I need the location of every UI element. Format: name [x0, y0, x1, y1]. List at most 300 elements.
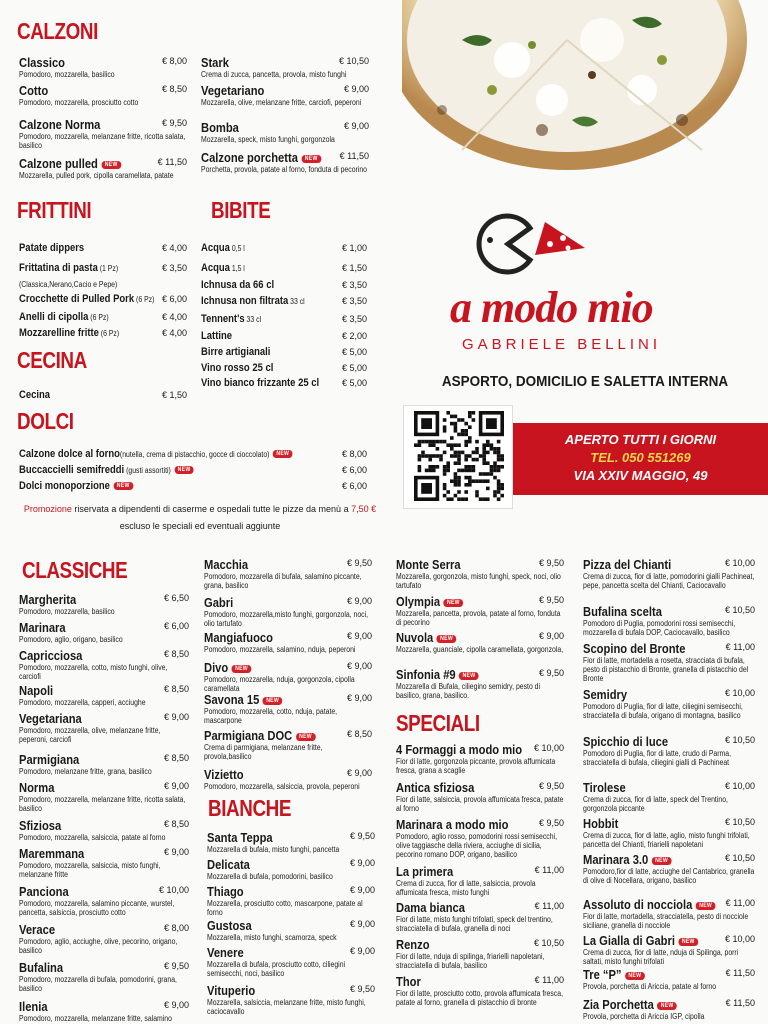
- new-badge: NEW: [296, 733, 316, 741]
- menu-item: [396, 557, 564, 590]
- menu-item: [19, 156, 187, 180]
- item-desc: Pomodoro, mozzarella, salsiccia, provola, peperoni: [204, 782, 360, 791]
- new-badge: NEW: [174, 466, 194, 474]
- menu-line: [201, 313, 367, 325]
- menu-line: [19, 311, 187, 323]
- item-price: € 9,50: [538, 668, 564, 678]
- menu-item: [19, 620, 189, 644]
- line-name: Lattine: [201, 330, 233, 342]
- item-name: Marinara 3.0 NEW: [583, 852, 671, 867]
- menu-item: [19, 780, 189, 813]
- item-price: € 9,00: [343, 84, 369, 94]
- menu-item: [204, 767, 372, 791]
- menu-item: [396, 974, 564, 1007]
- item-price: € 11,00: [725, 642, 755, 652]
- item-price: € 9,50: [346, 558, 372, 568]
- menu-item: [19, 999, 189, 1023]
- new-badge: NEW: [437, 635, 457, 643]
- line-price: € 8,00: [341, 449, 367, 459]
- promo-label: Promozione: [23, 504, 72, 514]
- new-badge: NEW: [678, 938, 698, 946]
- menu-item: [201, 150, 369, 174]
- new-badge: NEW: [273, 450, 293, 458]
- menu-item: [19, 922, 189, 955]
- item-name: Spicchio di luce: [583, 734, 669, 749]
- line-sub: 1,5 l: [229, 264, 245, 273]
- item-name: Bufalina scelta: [583, 604, 662, 619]
- item-desc: Mozzarella, guanciale, cipolla caramellata, gorgonzola,: [396, 645, 564, 654]
- item-name: Thiago: [207, 884, 244, 899]
- item-name: Panciona: [19, 884, 69, 899]
- item-price: € 9,50: [538, 781, 564, 791]
- line-price: € 3,50: [341, 296, 367, 306]
- menu-item: [396, 594, 564, 627]
- frittini-title: FRITTINI: [17, 197, 92, 223]
- line-price: € 4,00: [161, 328, 187, 338]
- item-desc: Pomodoro, aglio, acciughe, olive, pecorino, origano, basilico: [19, 937, 178, 955]
- item-price: € 9,00: [163, 847, 189, 857]
- line-name: Dolci monoporzione NEW: [19, 480, 133, 492]
- line-sub: 0,5 l: [229, 244, 245, 253]
- item-name: Capricciosa: [19, 648, 83, 663]
- line-name: Acqua 0,5 l: [201, 242, 245, 254]
- menu-item: [396, 630, 564, 654]
- phone[interactable]: TEL. 050 551269: [590, 450, 691, 465]
- menu-item: [204, 595, 372, 628]
- item-name: Ilenia: [19, 999, 48, 1014]
- item-name: Scopino del Bronte: [583, 641, 686, 656]
- item-name: Marinara: [19, 620, 66, 635]
- tagline: ASPORTO, DOMICILIO E SALETTA INTERNA: [441, 373, 729, 390]
- item-desc: Pomodoro, mozzarella di bufala, salamino piccante, grana, basilico: [204, 572, 362, 590]
- item-price: € 8,50: [163, 819, 189, 829]
- item-price: € 8,50: [163, 649, 189, 659]
- menu-line: [201, 242, 367, 254]
- speciali-title: SPECIALI: [396, 710, 480, 736]
- menu-item: [19, 592, 189, 616]
- item-desc: Pomodoro, mozzarella, prosciutto cotto: [19, 98, 139, 107]
- new-badge: NEW: [301, 155, 321, 163]
- item-desc: Mozzarella, speck, misto funghi, gorgonzola: [201, 135, 335, 144]
- classiche-title: CLASSICHE: [22, 557, 128, 583]
- item-name: Nuvola NEW: [396, 630, 456, 645]
- menu-line: [201, 279, 367, 291]
- item-desc: Crema di zucca, fior di latte, aglio, misto funghi trifolati, pancetta del Chianti, friarielli napoletani: [583, 831, 750, 849]
- item-price: € 10,00: [724, 558, 755, 568]
- item-name: La Gialla di Gabri NEW: [583, 933, 698, 948]
- item-name: Bufalina: [19, 960, 64, 975]
- item-desc: Provola, porchetta di Ariccia IGP, cipolla: [583, 1012, 705, 1021]
- line-price: € 3,50: [161, 263, 187, 273]
- item-price: € 9,50: [349, 831, 375, 841]
- line-price: € 1,00: [341, 243, 367, 253]
- item-price: € 11,00: [534, 865, 564, 875]
- item-price: € 10,50: [724, 735, 755, 745]
- item-name: Vegetariano: [201, 83, 265, 98]
- item-price: € 9,00: [349, 885, 375, 895]
- line-name: Buccaccielli semifreddi (gusti assortiti) NEW: [19, 464, 194, 476]
- line-price: € 6,00: [341, 481, 367, 491]
- info-box: [513, 423, 768, 495]
- item-price: € 11,50: [725, 968, 755, 978]
- item-desc: Pomodoro, mozzarella, melanzane fritte, salamino: [19, 1014, 172, 1023]
- item-name: Gustosa: [207, 918, 252, 933]
- line-name: (Classica,Nerano,Cacio e Pepe): [19, 280, 118, 289]
- item-desc: Pomodoro, mozzarella, salamino piccante, wurstel, pancetta, salsiccia, prosciutto cotto: [19, 899, 175, 917]
- item-name: Sinfonia #9 NEW: [396, 667, 479, 682]
- item-price: € 8,50: [161, 84, 187, 94]
- item-price: € 9,00: [346, 768, 372, 778]
- line-name: Frittatina di pasta (1 Pz): [19, 262, 119, 274]
- menu-line: [19, 464, 367, 476]
- item-desc: Pomodoro, aglio, origano, basilico: [19, 635, 123, 644]
- menu-line: [19, 448, 367, 460]
- menu-line: [19, 242, 187, 254]
- menu-item: [201, 83, 369, 107]
- menu-item: [19, 752, 189, 776]
- line-name: Ichnusa da 66 cl: [201, 279, 275, 291]
- new-badge: NEW: [652, 857, 672, 865]
- item-desc: Pomodoro, mozzarella, olive, melanzane fritte, peperoni, carciofi: [19, 726, 161, 744]
- item-desc: Pomodoro, mozzarella, cotto, nduja, patate, mascarpone: [204, 707, 338, 725]
- menu-line: [19, 389, 187, 401]
- menu-line: [201, 377, 367, 389]
- menu-item: [19, 960, 189, 993]
- line-sub: (6 Pz): [88, 313, 109, 322]
- item-price: € 9,50: [538, 818, 564, 828]
- item-name: Classico: [19, 55, 65, 70]
- item-price: € 10,50: [724, 605, 755, 615]
- item-name: Olympia NEW: [396, 594, 463, 609]
- item-name: La primera: [396, 864, 454, 879]
- item-price: € 9,00: [346, 596, 372, 606]
- item-desc: Mozzarella di Bufala, ciliegino semidry, pesto di basilico, grana, basilico.: [396, 682, 541, 700]
- menu-line: [201, 362, 367, 374]
- menu-item: [207, 830, 375, 854]
- item-desc: Crema di zucca, fior di latte, salsiccia, provola affumicata fresca, misto funghi: [396, 879, 536, 897]
- item-desc: Pomodoro, mozzarella, melanzane fritte, ricotta salata, basilico: [19, 132, 186, 150]
- new-badge: NEW: [101, 161, 121, 169]
- menu-item: [583, 897, 755, 930]
- brand-name: a modo mio: [450, 283, 653, 332]
- menu-item: [583, 997, 755, 1021]
- menu-line: [201, 262, 367, 274]
- line-name: Ichnusa non filtrata 33 cl: [201, 295, 305, 307]
- new-badge: NEW: [657, 1002, 677, 1010]
- item-price: € 6,00: [163, 621, 189, 631]
- item-name: Hobbit: [583, 816, 619, 831]
- item-name: Antica sfiziosa: [396, 780, 475, 795]
- calzoni-title: CALZONI: [17, 18, 98, 44]
- item-desc: Pomodoro, mozzarella, salsiccia, patate al forno: [19, 833, 166, 842]
- item-name: Calzone Norma: [19, 117, 101, 132]
- item-name: Vizietto: [204, 767, 244, 782]
- promo-note: [0, 501, 400, 535]
- new-badge: NEW: [444, 599, 464, 607]
- address: VIA XXIV MAGGIO, 49: [573, 468, 708, 483]
- line-name: Calzone dolce al forno(nutella, crema di pistacchio, gocce di cioccolato) NEW: [19, 448, 293, 460]
- menu-item: [19, 683, 189, 707]
- menu-item: [583, 687, 755, 720]
- item-price: € 6,50: [163, 593, 189, 603]
- item-price: € 8,50: [163, 684, 189, 694]
- menu-item: [204, 660, 372, 693]
- item-desc: Mozzarella di bufala, prosciutto cotto, ciliegini semisecchi, noci, basilico: [207, 960, 346, 978]
- item-desc: Fior di latte, mortadella, stracciatella, pesto di nocciole siciliane, granella di nocciole: [583, 912, 749, 930]
- item-name: Calzone porchetta NEW: [201, 150, 321, 165]
- menu-item: [583, 604, 755, 637]
- item-desc: Pomodoro, mozzarella di bufala, pomodorini, grana, basilico: [19, 975, 177, 993]
- item-name: Venere: [207, 945, 244, 960]
- new-badge: NEW: [696, 902, 716, 910]
- item-name: Monte Serra: [396, 557, 461, 572]
- line-sub: (6 Pz): [134, 295, 155, 304]
- menu-line: [19, 327, 187, 339]
- item-desc: Pomodoro, aglio rosso, pomodorini rossi semisecchi, olive taggiasche della riviera, acciughe di sicilia, pecorino romano DOP, origano, basilico: [396, 832, 557, 859]
- item-name: Stark: [201, 55, 229, 70]
- item-desc: Fior di latte, prosciutto cotto, provola affumicata fresca, patate al forno, granella di pistacchio di bronte: [396, 989, 563, 1007]
- item-name: Mangiafuoco: [204, 630, 273, 645]
- promo-text: riservata a dipendenti di caserme e ospedali tutte le pizze da menù a: [71, 504, 352, 514]
- line-price: € 6,00: [161, 294, 187, 304]
- item-price: € 10,50: [724, 817, 755, 827]
- item-name: Tre “P” NEW: [583, 967, 645, 982]
- promo-line2: escluso le speciali ed eventuali aggiunte: [119, 521, 281, 531]
- promo-price: 7,50 €: [351, 504, 377, 514]
- menu-item: [19, 83, 187, 107]
- line-sub: (gusti assortiti): [124, 466, 171, 475]
- item-price: € 9,00: [163, 1000, 189, 1010]
- item-desc: Pomodoro, mozzarella, salsiccia, misto funghi, melanzane fritte: [19, 861, 161, 879]
- line-price: € 3,50: [341, 314, 367, 324]
- item-desc: Fior di latte, gorgonzola piccante, provola affumicata fresca, grana a scaglie: [396, 757, 556, 775]
- item-name: Parmigiana DOC NEW: [204, 728, 315, 743]
- new-badge: NEW: [625, 972, 645, 980]
- item-desc: Pomodoro di Puglia, fior di latte, ciliegini semisecchi, stracciatella di bufala, origano di montagna, basilico: [583, 702, 743, 720]
- item-price: € 10,00: [533, 743, 564, 753]
- line-price: € 1,50: [341, 263, 367, 273]
- menu-item: [583, 641, 755, 683]
- menu-item: [19, 117, 187, 150]
- item-price: € 9,00: [349, 946, 375, 956]
- menu-item: [207, 918, 375, 942]
- item-desc: Mozzarella, pancetta, provola, patate al forno, fonduta di pecorino: [396, 609, 561, 627]
- item-price: € 11,50: [157, 157, 187, 167]
- menu-item: [201, 120, 369, 144]
- item-price: € 8,50: [346, 729, 372, 739]
- brand-logo: [420, 210, 750, 360]
- item-name: Santa Teppa: [207, 830, 273, 845]
- line-name: Vino rosso 25 cl: [201, 362, 274, 374]
- item-name: Napoli: [19, 683, 54, 698]
- item-desc: Mozzarella di bufala, pomodorini, basilico: [207, 872, 333, 881]
- new-badge: NEW: [113, 482, 133, 490]
- menu-item: [207, 945, 375, 978]
- item-name: Marinara a modo mio: [396, 817, 509, 832]
- item-desc: Pomodoro di Puglia, pomodorini rossi semisecchi, mozzarella di bufala DOP, Caciocavallo, basilico: [583, 619, 736, 637]
- item-desc: Mozzarella di bufala, misto funghi, pancetta: [207, 845, 340, 854]
- line-price: € 6,00: [341, 465, 367, 475]
- menu-item: [396, 667, 564, 700]
- item-desc: Pomodoro, mozzarella, melanzane fritte, ricotta salata, basilico: [19, 795, 186, 813]
- item-name: Cotto: [19, 83, 49, 98]
- menu-item: [207, 857, 375, 881]
- item-name: Tirolese: [583, 780, 626, 795]
- item-desc: Pomodoro, mozzarella, salamino, nduja, peperoni: [204, 645, 356, 654]
- item-name: Verace: [19, 922, 56, 937]
- item-desc: Fior di latte, misto funghi trifolati, speck del trentino, stracciatella di bufala, granella di noci: [396, 915, 553, 933]
- item-name: Zia Porchetta NEW: [583, 997, 677, 1012]
- qr-code[interactable]: [403, 405, 513, 509]
- menu-item: [396, 900, 564, 933]
- line-name: Patate dippers: [19, 242, 85, 254]
- item-desc: Pomodoro di Puglia, fior di latte, crudo di Parma, stracciatella di bufala, ciliegini gialli di Pachineat: [583, 749, 732, 767]
- item-desc: Mozzarella, pulled pork, cipolla caramellata, patate: [19, 171, 174, 180]
- item-price: € 9,50: [538, 595, 564, 605]
- menu-item: [19, 884, 189, 917]
- item-price: € 11,00: [725, 898, 755, 908]
- bianche-title: BIANCHE: [208, 795, 292, 821]
- menu-item: [583, 933, 755, 966]
- menu-item: [396, 742, 564, 775]
- item-price: € 9,50: [163, 961, 189, 971]
- item-desc: Mozzarella, misto funghi, scamorza, speck: [207, 933, 337, 942]
- open-hours: APERTO TUTTI I GIORNI: [564, 432, 717, 447]
- item-name: Divo NEW: [204, 660, 251, 675]
- item-desc: Pomodoro,fior di latte, acciughe del Cantabrico, granella di olive di Nocellara, origano, basilico: [583, 867, 755, 885]
- item-name: Vegetariana: [19, 711, 82, 726]
- item-name: Vituperio: [207, 983, 256, 998]
- menu-item: [583, 557, 755, 590]
- item-price: € 10,50: [338, 56, 369, 66]
- item-price: € 9,50: [538, 558, 564, 568]
- line-sub: (6 Pz): [98, 329, 120, 338]
- line-price: € 5,00: [341, 378, 367, 388]
- menu-item: [583, 816, 755, 849]
- menu-item: [396, 780, 564, 813]
- item-desc: Mozzarella, olive, melanzane fritte, carciofi, peperoni: [201, 98, 362, 107]
- line-sub: 33 cl: [288, 297, 305, 306]
- item-desc: Provola, porchetta di Ariccia, patate al forno: [583, 982, 717, 991]
- item-name: Parmigiana: [19, 752, 80, 767]
- item-name: 4 Formaggi a modo mio: [396, 742, 523, 757]
- item-price: € 8,00: [163, 923, 189, 933]
- line-name: Crocchette di Pulled Pork (6 Pz): [19, 293, 155, 305]
- item-price: € 10,50: [724, 853, 755, 863]
- item-price: € 11,50: [339, 151, 369, 161]
- item-price: € 9,50: [161, 118, 187, 128]
- item-name: Calzone pulled NEW: [19, 156, 121, 171]
- menu-item: [204, 692, 372, 725]
- menu-item: [207, 983, 375, 1016]
- new-badge: NEW: [263, 697, 283, 705]
- item-price: € 9,00: [346, 693, 372, 703]
- pizza-slice-icon: [535, 222, 585, 255]
- new-badge: NEW: [232, 665, 252, 673]
- menu-line: [201, 346, 367, 358]
- item-desc: Mozzarella, prosciutto cotto, mascarpone, patate al forno: [207, 899, 363, 917]
- menu-item: [19, 55, 187, 79]
- item-desc: Pomodoro, mozzarella, capperi, acciughe: [19, 698, 146, 707]
- dolci-title: DOLCI: [17, 408, 74, 434]
- line-name: Cecina: [19, 389, 51, 401]
- item-price: € 9,00: [163, 712, 189, 722]
- menu-item: [204, 630, 372, 654]
- pacman-icon: [479, 216, 530, 272]
- line-price: € 2,00: [341, 331, 367, 341]
- item-name: Dama bianca: [396, 900, 465, 915]
- menu-line: [201, 330, 367, 342]
- item-desc: Crema di zucca, fior di latte, speck del Trentino, gorgonzola piccante: [583, 795, 728, 813]
- item-price: € 11,00: [534, 975, 564, 985]
- line-sub: 33 cl: [244, 315, 262, 324]
- item-desc: Fior di latte, salsiccia, provola affumicata fresca, patate al forno: [396, 795, 564, 813]
- item-desc: Fior di latte, nduja di spilinga, friarielli napoletani, stracciatella di bufala, basilico: [396, 952, 545, 970]
- item-price: € 9,00: [346, 631, 372, 641]
- line-price: € 4,00: [161, 243, 187, 253]
- item-desc: Pomodoro, mozzarella, basilico: [19, 70, 115, 79]
- brand-owner: GABRIELE BELLINI: [462, 336, 662, 353]
- item-price: € 8,50: [163, 753, 189, 763]
- line-name: Birre artigianali: [201, 346, 271, 358]
- item-price: € 10,00: [724, 781, 755, 791]
- line-name: Tennent's 33 cl: [201, 313, 262, 325]
- item-price: € 11,50: [725, 998, 755, 1008]
- item-name: Maremmana: [19, 846, 85, 861]
- item-desc: Crema di zucca, fior di latte, pomodorini gialli Pachineat, pepe, pancetta scelta del Chianti, Caciocavallo: [583, 572, 755, 590]
- line-price: € 4,00: [161, 312, 187, 322]
- item-desc: Pomodoro, mozzarella, nduja, gorgonzola, cipolla caramellata: [204, 675, 355, 693]
- item-desc: Pomodoro, mozzarella,misto funghi, gorgonzola, noci, olio tartufato: [204, 610, 369, 628]
- line-name: Anelli di cipolla (6 Pz): [19, 311, 109, 323]
- item-price: € 8,00: [161, 56, 187, 66]
- item-desc: Mozzarella, salsiccia, melanzane fritte, misto funghi, caciocavallo: [207, 998, 366, 1016]
- item-price: € 9,00: [163, 781, 189, 791]
- pizza-photo: [402, 0, 768, 170]
- menu-item: [19, 711, 189, 744]
- menu-item: [583, 734, 755, 767]
- item-price: € 11,00: [534, 901, 564, 911]
- menu-item: [583, 780, 755, 813]
- item-name: Gabri: [204, 595, 234, 610]
- item-name: Semidry: [583, 687, 628, 702]
- item-name: Renzo: [396, 937, 430, 952]
- item-desc: Crema di zucca, pancetta, provola, misto funghi: [201, 70, 347, 79]
- item-name: Sfiziosa: [19, 818, 62, 833]
- item-price: € 9,00: [349, 858, 375, 868]
- line-price: € 3,50: [341, 280, 367, 290]
- menu-item: [396, 817, 564, 859]
- menu-item: [19, 648, 189, 681]
- item-name: Savona 15 NEW: [204, 692, 282, 707]
- line-name: Mozzarelline fritte (6 Pz): [19, 327, 120, 339]
- menu-item: [204, 728, 372, 761]
- menu-line: [19, 278, 187, 290]
- menu-item: [583, 852, 755, 885]
- item-price: € 10,00: [158, 885, 189, 895]
- item-name: Assoluto di nocciola NEW: [583, 897, 715, 912]
- line-name: Vino bianco frizzante 25 cl: [201, 377, 320, 389]
- menu-item: [396, 937, 564, 970]
- menu-item: [201, 55, 369, 79]
- item-name: Margherita: [19, 592, 77, 607]
- new-badge: NEW: [459, 672, 479, 680]
- menu-line: [19, 262, 187, 274]
- item-price: € 9,00: [343, 121, 369, 131]
- item-price: € 9,00: [346, 661, 372, 671]
- menu-item: [19, 818, 189, 842]
- item-desc: Mozzarella, gorgonzola, misto funghi, speck, noci, olio tartufato: [396, 572, 561, 590]
